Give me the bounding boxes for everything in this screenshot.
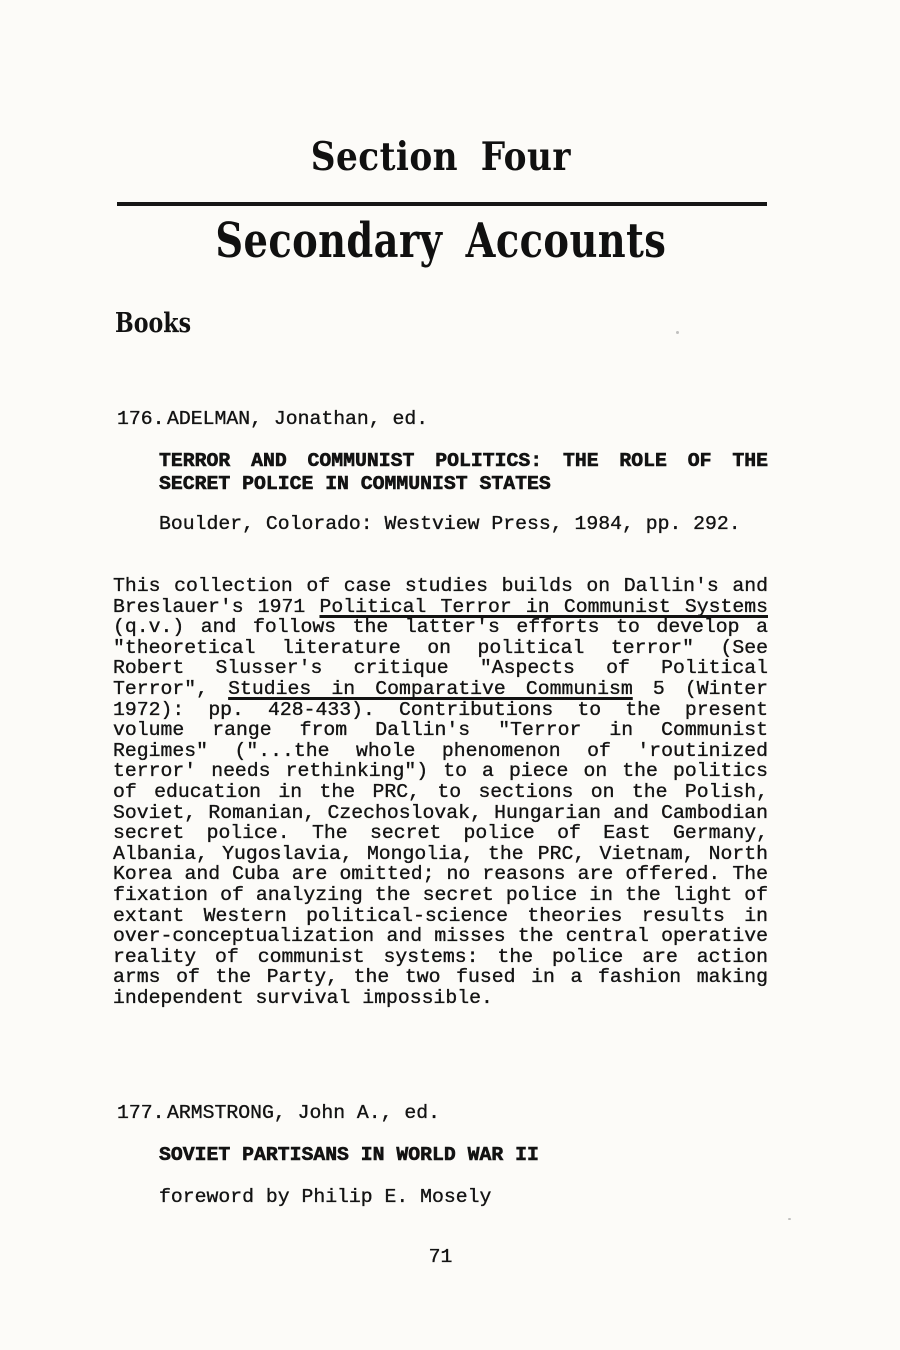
section-title (113, 134, 768, 180)
scan-speck (788, 1218, 791, 1220)
entry-credit: foreword by Philip E. Mosely (159, 1186, 492, 1208)
category-label: Books (115, 308, 192, 339)
entry-author: ADELMAN, Jonathan, ed. (167, 408, 429, 430)
entry-number: 177. (117, 1102, 165, 1124)
scan-speck (676, 331, 679, 334)
entry-header (117, 1102, 772, 1124)
section-title-text: Section Four (310, 134, 571, 180)
page-number: 71 (428, 1246, 453, 1268)
entry-annotation: This collection of case studies builds on Dallin's and Breslauer's 1971 Political Terror in Communist Systems (q.v.) and follows the latter's efforts to develop a "theoretical literature on political terror" (See Robert Slusser's critique "Aspects of Political Terror", Studies in Comparative Communism 5 (Winter 1972): pp. 428-433). Contributions to the present volume range from Dallin's "Terror in Communist Regimes" ("...the whole phenomenon of 'routinized terror' needs rethinking") to a piece on the politics of education in the PRC, to sections on the Polish, Soviet, Romanian, Czechoslovak, Hungarian and Cambodian secret police. The secret police of East Germany, Albania, Yugoslavia, Mongolia, the PRC, Vietnam, North Korea and Cuba are omitted; no reasons are offered. The fixation of analyzing the secret police in the light of extant Western political-science theories results in over-conceptualization and misses the central operative reality of communist systems: the police are action arms of the Party, the two fused in a fashion making independent survival impossible. (113, 575, 768, 1009)
entry-number: 176. (117, 408, 165, 430)
entry-publication: Boulder, Colorado: Westview Press, 1984, pp. 292. (159, 513, 741, 535)
entry-author: ARMSTRONG, John A., ed. (167, 1102, 441, 1124)
page-title-text: Secondary Accounts (215, 213, 666, 269)
entry-title: TERROR AND COMMUNIST POLITICS: THE ROLE OF THE SECRET POLICE IN COMMUNIST STATES (159, 450, 768, 495)
entry-header (117, 408, 772, 430)
entry-title: SOVIET PARTISANS IN WORLD WAR II (159, 1144, 539, 1166)
divider-rule (117, 202, 767, 206)
page-title (113, 213, 768, 269)
